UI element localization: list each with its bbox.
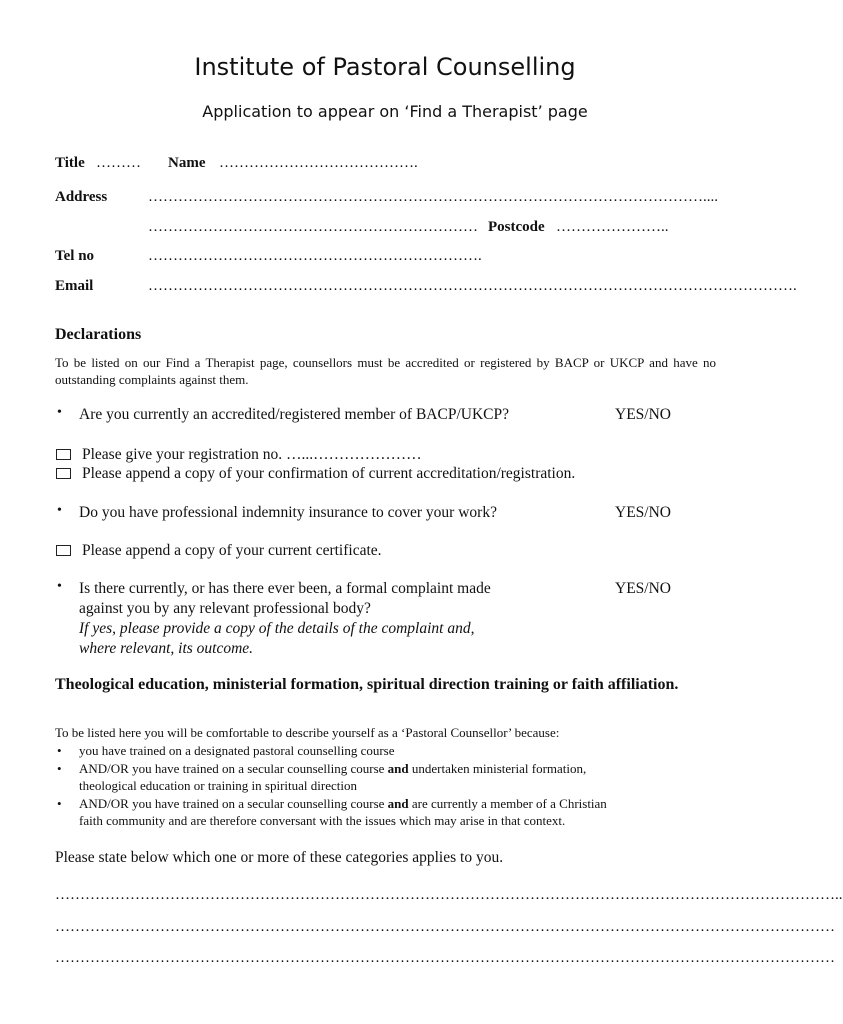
theology-heading: Theological education, ministerial formation, spiritual direction training or faith affiliation.: [55, 676, 679, 693]
answer-line-1[interactable]: …………………………………………………………………………………………………………………………………………..: [55, 887, 843, 903]
checkbox-icon[interactable]: [56, 449, 71, 460]
page-subtitle: Application to appear on ‘Find a Therapist’ page: [202, 102, 588, 121]
categories-prompt: Please state below which one or more of these categories applies to you.: [55, 849, 504, 866]
certificate-copy-prompt: Please append a copy of your current certificate.: [82, 542, 382, 559]
title-label: Title: [55, 155, 85, 171]
postcode-field[interactable]: …………………..: [556, 219, 669, 235]
answer-indemnity[interactable]: YES/NO: [615, 504, 671, 521]
checkbox-icon[interactable]: [56, 545, 71, 556]
declarations-heading: Declarations: [55, 326, 142, 343]
tel-label: Tel no: [55, 248, 95, 264]
complaint-note-line2: where relevant, its outcome.: [79, 640, 254, 657]
title-field[interactable]: ………: [96, 155, 141, 171]
theology-option-1: you have trained on a designated pastoral counselling course: [79, 743, 395, 758]
theology-option-3-line1: AND/OR you have trained on a secular counselling course and are currently a member of a Christian: [79, 796, 607, 811]
question-complaint-line1: Is there currently, or has there ever been, a formal complaint made: [79, 580, 491, 597]
bullet-icon: •: [57, 743, 62, 758]
answer-line-3[interactable]: …………………………………………………………………………………………………………………………………………: [55, 950, 835, 966]
answer-accredited[interactable]: YES/NO: [615, 406, 671, 423]
question-complaint-line2: against you by any relevant professional body?: [79, 600, 371, 617]
question-indemnity: Do you have professional indemnity insurance to cover your work?: [79, 504, 497, 521]
address-field-line2[interactable]: …………………………………………………………: [148, 219, 478, 235]
declarations-intro: To be listed on our Find a Therapist page, counsellors must be accredited or registered by BACP or UKCP and have no outstanding complaints against them.: [55, 355, 716, 387]
bullet-icon: •: [57, 579, 62, 594]
answer-complaint[interactable]: YES/NO: [615, 580, 671, 597]
address-field-line1[interactable]: …………………………………………………………………………………………………....: [148, 189, 718, 205]
registration-copy-prompt: Please append a copy of your confirmation of current accreditation/registration.: [82, 465, 576, 482]
answer-line-2[interactable]: …………………………………………………………………………………………………………………………………………: [55, 919, 835, 935]
checkbox-icon[interactable]: [56, 468, 71, 479]
theology-option-2-line2: theological education or training in spiritual direction: [79, 778, 357, 793]
registration-number-prompt: Please give your registration no. …...…………………: [82, 446, 422, 463]
question-accredited: Are you currently an accredited/registered member of BACP/UKCP?: [79, 406, 509, 423]
theology-intro: To be listed here you will be comfortable to describe yourself as a ‘Pastoral Counsellor’ because:: [55, 725, 560, 740]
postcode-label: Postcode: [488, 219, 545, 235]
address-label: Address: [55, 189, 108, 205]
name-field[interactable]: ………………………………….: [219, 155, 418, 171]
page-title: Institute of Pastoral Counselling: [194, 53, 576, 81]
tel-field[interactable]: ………………………………………………………….: [148, 248, 482, 264]
email-label: Email: [55, 278, 94, 294]
bullet-icon: •: [57, 761, 62, 776]
bullet-icon: •: [57, 796, 62, 811]
email-field[interactable]: ………………………………………………………………………………………………………………….: [148, 278, 797, 294]
bullet-icon: •: [57, 503, 62, 518]
complaint-note-line1: If yes, please provide a copy of the details of the complaint and,: [79, 620, 475, 637]
name-label: Name: [168, 155, 206, 171]
theology-option-3-line2: faith community and are therefore conversant with the issues which may arise in that context.: [79, 813, 566, 828]
theology-option-2-line1: AND/OR you have trained on a secular counselling course and undertaken ministerial formation,: [79, 761, 587, 776]
bullet-icon: •: [57, 405, 62, 420]
